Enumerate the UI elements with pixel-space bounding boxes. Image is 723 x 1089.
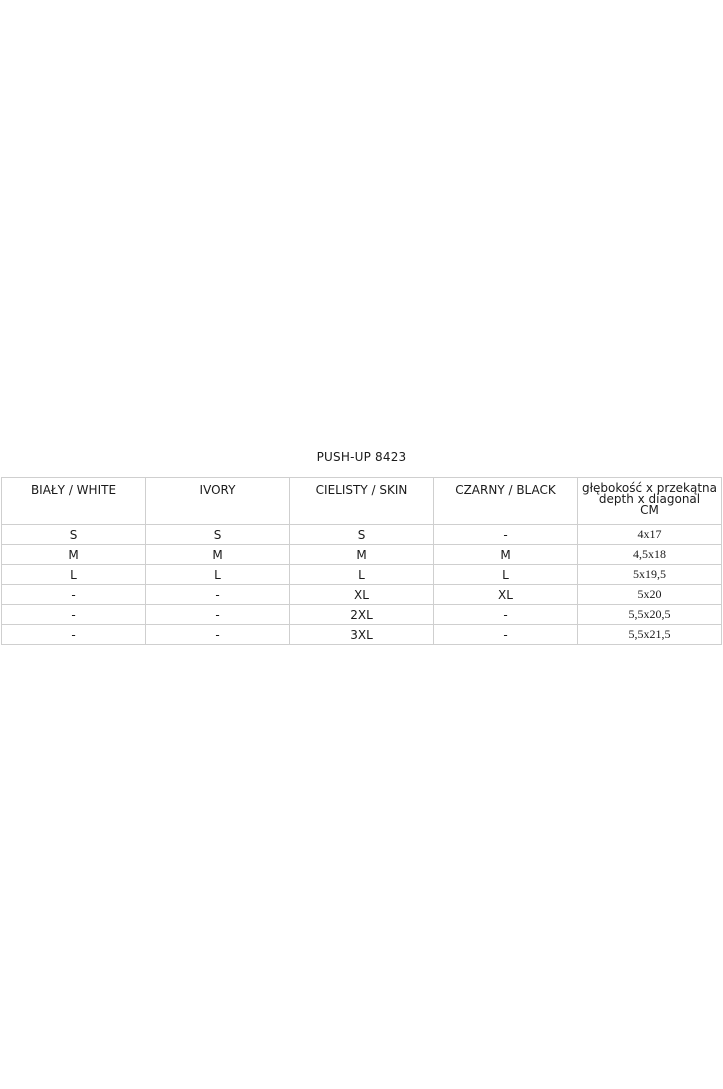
cell-black: L <box>434 565 578 585</box>
cell-white: S <box>2 525 146 545</box>
cell-white: - <box>2 605 146 625</box>
cell-skin: L <box>290 565 434 585</box>
cell-skin: XL <box>290 585 434 605</box>
cell-ivory: S <box>146 525 290 545</box>
cell-ivory: - <box>146 585 290 605</box>
table-row <box>2 585 722 605</box>
table-row <box>2 545 722 565</box>
table-row <box>2 565 722 585</box>
cell-white: - <box>2 625 146 645</box>
cell-skin: M <box>290 545 434 565</box>
cell-black: - <box>434 625 578 645</box>
cell-measure: 4x17 <box>578 525 722 545</box>
cell-ivory: - <box>146 605 290 625</box>
header-measure <box>578 478 722 525</box>
header-measure-line1: głębokość x przekątna <box>581 481 717 495</box>
cell-white: L <box>2 565 146 585</box>
cell-skin: 3XL <box>290 625 434 645</box>
cell-skin: 2XL <box>290 605 434 625</box>
header-black: CZARNY / BLACK <box>434 478 578 525</box>
cell-white: M <box>2 545 146 565</box>
cell-ivory: L <box>146 565 290 585</box>
cell-black: - <box>434 525 578 545</box>
table-row <box>2 625 722 645</box>
header-skin: CIELISTY / SKIN <box>290 478 434 525</box>
cell-ivory: M <box>146 545 290 565</box>
table-header-row <box>2 478 722 525</box>
size-table <box>1 477 722 645</box>
table-row <box>2 605 722 625</box>
header-ivory: IVORY <box>146 478 290 525</box>
cell-black: M <box>434 545 578 565</box>
cell-measure: 5x19,5 <box>578 565 722 585</box>
cell-black: XL <box>434 585 578 605</box>
header-white: BIAŁY / WHITE <box>2 478 146 525</box>
header-measure-line2: depth x diagonal <box>598 492 701 506</box>
table-title: PUSH-UP 8423 <box>316 450 407 464</box>
header-measure-line3: CM <box>640 503 659 517</box>
cell-measure: 5,5x21,5 <box>578 625 722 645</box>
cell-measure: 5,5x20,5 <box>578 605 722 625</box>
cell-skin: S <box>290 525 434 545</box>
cell-measure: 5x20 <box>578 585 722 605</box>
cell-ivory: - <box>146 625 290 645</box>
cell-black: - <box>434 605 578 625</box>
cell-white: - <box>2 585 146 605</box>
cell-measure: 4,5x18 <box>578 545 722 565</box>
table-row <box>2 525 722 545</box>
